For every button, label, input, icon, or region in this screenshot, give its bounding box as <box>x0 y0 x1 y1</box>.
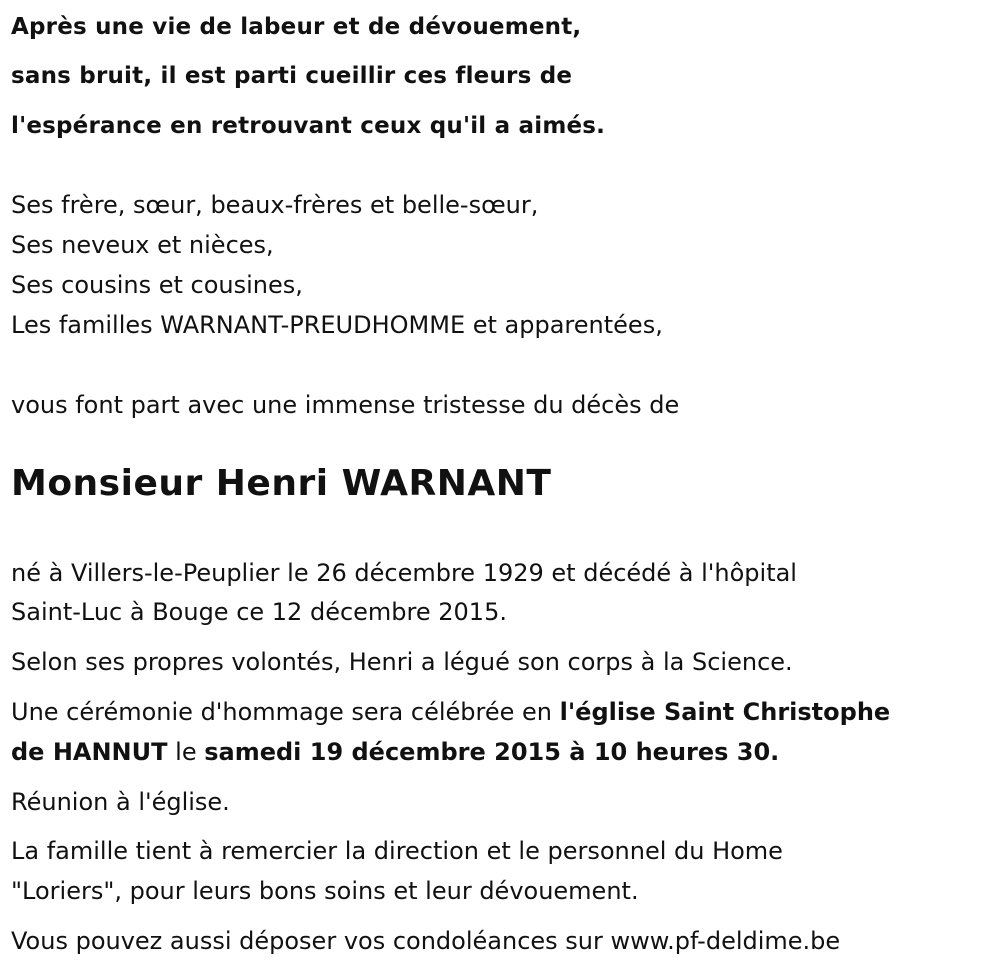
ceremony-place-2: de HANNUT <box>11 738 168 766</box>
ceremony-prefix: Une cérémonie d'hommage sera célébrée en <box>11 698 560 726</box>
ceremony-date: samedi 19 décembre 2015 à 10 heures 30. <box>204 738 780 766</box>
ceremony-line-1 <box>11 697 890 727</box>
family-line-2: Ses neveux et nièces, <box>11 231 274 259</box>
family-line-3: Ses cousins et cousines, <box>11 271 303 299</box>
intro-line-1: Après une vie de labeur et de dévouement, <box>11 14 582 40</box>
intro-line-3: l'espérance en retrouvant ceux qu'il a aimés. <box>11 113 606 139</box>
body-donation-text: Selon ses propres volontés, Henri a légué son corps à la Science. <box>11 648 793 676</box>
birth-death-line-2: Saint-Luc à Bouge ce 12 décembre 2015. <box>11 598 507 626</box>
condolences-text: Vous pouvez aussi déposer vos condoléances sur www.pf-deldime.be <box>11 927 841 955</box>
ceremony-line-2 <box>11 737 779 767</box>
ceremony-mid: le <box>167 738 205 766</box>
family-line-4: Les familles WARNANT-PREUDHOMME et apparentées, <box>11 311 663 339</box>
thanks-line-1: La famille tient à remercier la direction et le personnel du Home <box>11 837 783 865</box>
deceased-name: Monsieur Henri WARNANT <box>11 463 552 504</box>
intro-line-2: sans bruit, il est parti cueillir ces fleurs de <box>11 63 573 89</box>
meeting-text: Réunion à l'église. <box>11 788 230 816</box>
ceremony-place-1: l'église Saint Christophe <box>559 698 891 726</box>
thanks-line-2: "Loriers", pour leurs bons soins et leur dévouement. <box>11 877 639 905</box>
family-line-1: Ses frère, sœur, beaux-frères et belle-sœur, <box>11 191 539 219</box>
announcement-text: vous font part avec une immense tristesse du décès de <box>11 391 680 419</box>
birth-death-line-1: né à Villers-le-Peuplier le 26 décembre 1929 et décédé à l'hôpital <box>11 559 797 587</box>
